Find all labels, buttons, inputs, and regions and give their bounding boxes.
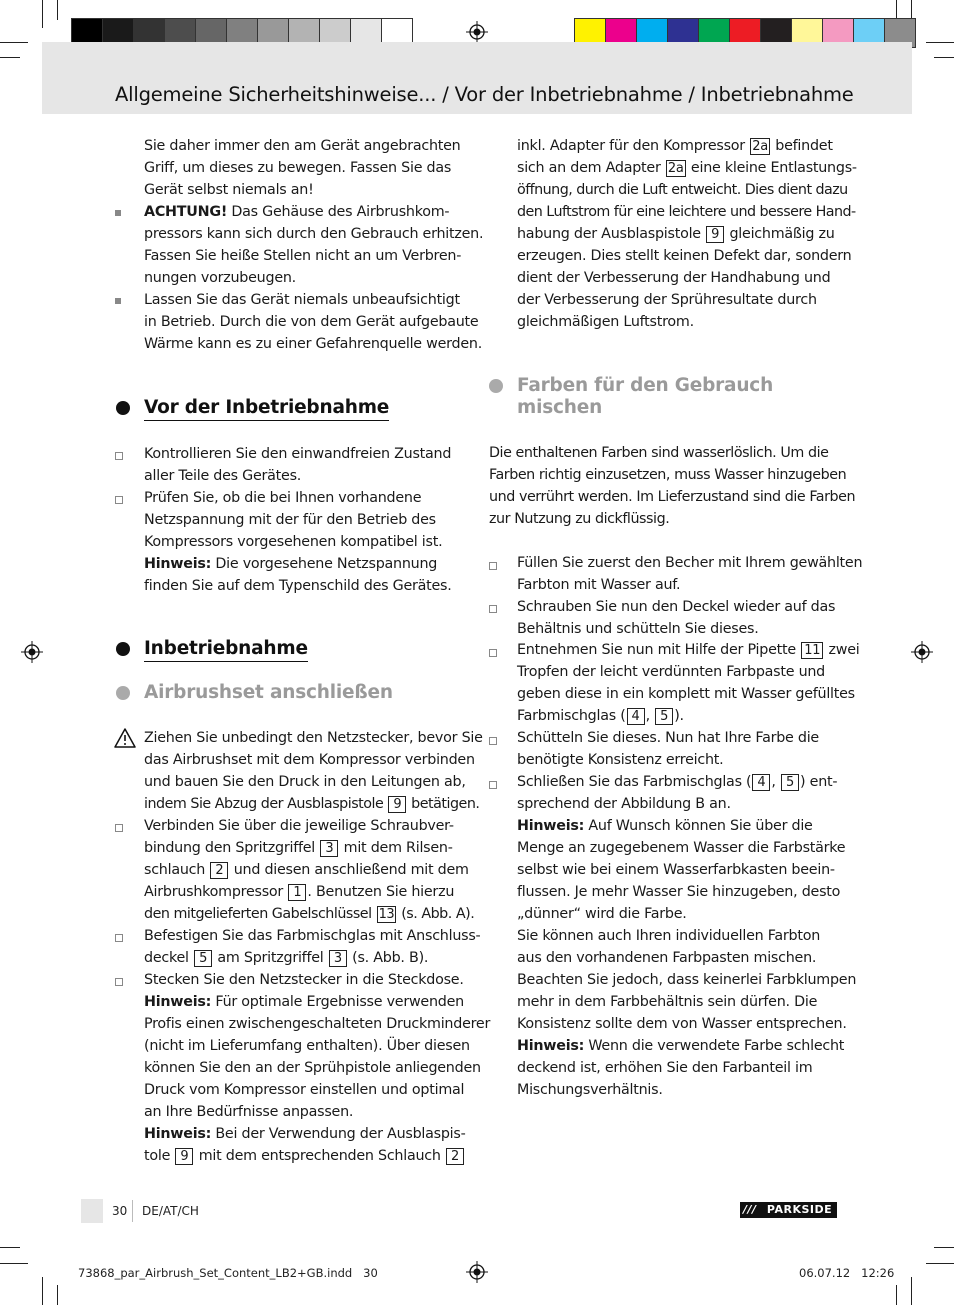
square-bullet-icon [115,210,121,216]
page-number-box [81,1199,103,1223]
registration-mark-icon [911,641,933,663]
list-item: Stecken Sie den Netzstecker in die Steckdose. Hinweis: Für optimale Ergebnisse verwenden Profis einen zwischengeschalteten Druckminderer (nicht im Lieferumfang enthalten). Über diesen können Sie den an der Sprühpistole anliegenden Druck vom Kompressor einstellen und optimal an Ihre Bedürfnisse anpassen. Hinweis: Bei der Verwendung der Ausblaspis- tole 9 mit dem entsprechenden Schlauch 2 [144,972,491,1164]
checkbox-bullet-icon [489,605,497,613]
warning-paragraph: Ziehen Sie unbedingt den Netzstecker, bevor Sie das Airbrushset mit dem Kompressor verbinden und bauen Sie den Druck in den Leitungen ab, indem Sie Abzug der Ausblaspistole 9 betätigen. [144,730,483,812]
crop-mark [0,42,28,43]
list-item: Schrauben Sie nun den Deckel wieder auf das Behältnis und schütteln Sie dieses. [517,599,836,637]
ref-number: 2 [446,1148,464,1165]
ref-number: 2a [752,139,768,154]
list-item: Prüfen Sie, ob die bei Ihnen vorhandene Netzspannung mit der für den Betrieb des Kompressors vorgesehenen kompatibel ist. Hinweis: Die vorgesehene Netzspannung finden Sie auf dem Typenschild des Gerätes. [144,490,452,594]
parkside-logo: /// PARKSIDE [740,1202,837,1218]
slug-filename: 73868_par_Airbrush_Set_Content_LB2+GB.indd 30 [78,1266,378,1280]
registration-mark-icon [466,21,488,43]
heading-bullet-icon [116,401,130,415]
unattended-item: Lassen Sie das Gerät niemals unbeaufsichtigt in Betrieb. Durch die von dem Gerät aufgebaute Wärme kann es zu einer Gefahrenquelle werden. [144,292,482,352]
heading-vor-der-inbetriebnahme: Vor der Inbetriebnahme [144,397,389,419]
crop-mark [926,1263,954,1264]
heading-bullet-icon [116,686,130,700]
crop-mark [42,1277,43,1305]
achtung-item: ACHTUNG! Das Gehäuse des Airbrushkom- pressors kann sich durch den Gebrauch erhitzen. Fassen Sie heiße Stellen nicht an um Verbren- nungen vorzubeugen. [144,204,484,286]
list-item: Schließen Sie das Farbmischglas ( 4 , 5 ) ent- sprechend der Abbildung B an. Hinweis: Auf Wunsch können Sie über die Menge an zugegebenem Wasser die Farbstärke selbst wie bei einem Wasserfarbkasten beein- flussen. Je mehr Wasser Sie hinzugeben, desto „dünner“ wird die Farbe. Sie können auch Ihren individuellen Farbton aus den vorhandenen Farbpasten mischen. Beachten Sie jedoch, dass keinerlei Farbklumpen mehr in dem Farbbehältnis sein dürfen. Die Konsistenz sollte dem von Wasser entsprechen. Hinweis: Wenn die verwendete Farbe schlecht deckend ist, erhöhen Sie den Farbanteil im Mischungsverhältnis. [517,774,857,1098]
crop-mark [926,42,954,43]
crop-mark [934,1247,954,1248]
ref-number: 5 [655,708,673,725]
ref-number: 2 [210,862,228,879]
slug-date: 06.07.12 12:26 [799,1266,895,1280]
checkbox-bullet-icon [489,737,497,745]
checkbox-bullet-icon [115,496,123,504]
intro-paragraph: Sie daher immer den am Gerät angebrachten Griff, um dieses zu bewegen. Fassen Sie das Gerät selbst niemals an! [144,138,461,198]
crop-mark [896,1285,897,1305]
registration-mark-icon [21,641,43,663]
ref-number: 3 [329,950,347,967]
checkbox-bullet-icon [115,934,123,942]
heading-farben-mischen: Farben für den Gebrauch mischen [517,375,774,418]
checkbox-bullet-icon [115,824,123,832]
region-label: DE/AT/CH [142,1204,199,1218]
crop-mark [57,1285,58,1305]
checkbox-bullet-icon [115,978,123,986]
heading-bullet-icon [116,642,130,656]
page-title: Allgemeine Sicherheitshinweise... / Vor der Inbetriebnahme / Inbetriebnahme [115,83,854,106]
crop-mark [0,1263,28,1264]
checkbox-bullet-icon [489,781,497,789]
crop-mark [911,1277,912,1305]
registration-mark-icon [466,1261,488,1283]
crop-mark [57,0,58,20]
ref-number: 4 [627,708,645,725]
farben-intro: Die enthaltenen Farben sind wasserlöslich. Um die Farben richtig einzusetzen, muss Wasser hinzugeben und verrührt werden. Im Lieferzustand sind die Farben zur Nutzung zu dickflüssig. [489,445,856,527]
crop-mark [0,1247,20,1248]
list-item: Entnehmen Sie nun mit Hilfe der Pipette 11 zwei Tropfen der leicht verdünnten Farbpaste und geben diese in ein komplett mit Wasser gefülltes Farbmischglas ( 4 , 5 ). [517,642,860,724]
crop-mark [934,57,954,58]
footer-divider [132,1200,133,1222]
ref-number: 11 [801,642,823,659]
crop-mark [0,57,20,58]
ref-number: 13 [378,907,395,922]
list-item: Befestigen Sie das Farbmischglas mit Anschluss- deckel 5 am Spritzgriffel 3 (s. Abb. B). [144,928,481,966]
ref-number: 2a [667,161,684,176]
ref-number: 9 [706,226,724,243]
list-item: Füllen Sie zuerst den Becher mit Ihrem gewählten Farbton mit Wasser auf. [517,555,863,593]
ref-number: 9 [388,796,406,813]
warning-triangle-icon [114,728,136,748]
ref-number: 9 [175,1148,193,1165]
continued-paragraph: inkl. Adapter für den Kompressor 2a befindet sich an dem Adapter 2a eine kleine Entlastungs- öffnung, durch die Luft entweicht. Dies dient dazu den Luftstrom für eine leichtere und bessere Hand- habung der Ausblaspistole 9 gleichmäßig zu erzeugen. Dies stellt keinen Defekt dar, sondern dient der Verbesserung der Handhabung und der Verbesserung der Sprühresultate durch gleichmäßigen Luftstrom. [517,138,857,330]
page-number: 30 [112,1204,128,1218]
ref-number: 1 [288,884,306,901]
heading-inbetriebnahme: Inbetriebnahme [144,638,308,660]
checkbox-bullet-icon [489,562,497,570]
list-item: Verbinden Sie über die jeweilige Schraubver- bindung den Spritzgriffel 3 mit dem Rilsen- schlauch 2 und diesen anschließend mit dem Airbrushkompressor 1 . Benutzen Sie hierzu den mitgelieferten Gabelschlüssel 13 (s. Abb. A). [144,818,475,922]
crop-mark [896,0,897,20]
crop-mark [42,0,43,28]
ref-number: 5 [194,950,212,967]
heading-airbrushset-anschliessen: Airbrushset anschließen [144,682,393,703]
checkbox-bullet-icon [489,649,497,657]
checkbox-bullet-icon [115,452,123,460]
ref-number: 4 [752,774,770,791]
square-bullet-icon [115,298,121,304]
ref-number: 3 [320,840,338,857]
list-item: Kontrollieren Sie den einwandfreien Zustand aller Teile des Gerätes. [144,446,452,484]
list-item: Schütteln Sie dieses. Nun hat Ihre Farbe die benötigte Konsistenz erreicht. [517,730,819,768]
heading-bullet-icon [489,379,503,393]
ref-number: 5 [781,774,799,791]
